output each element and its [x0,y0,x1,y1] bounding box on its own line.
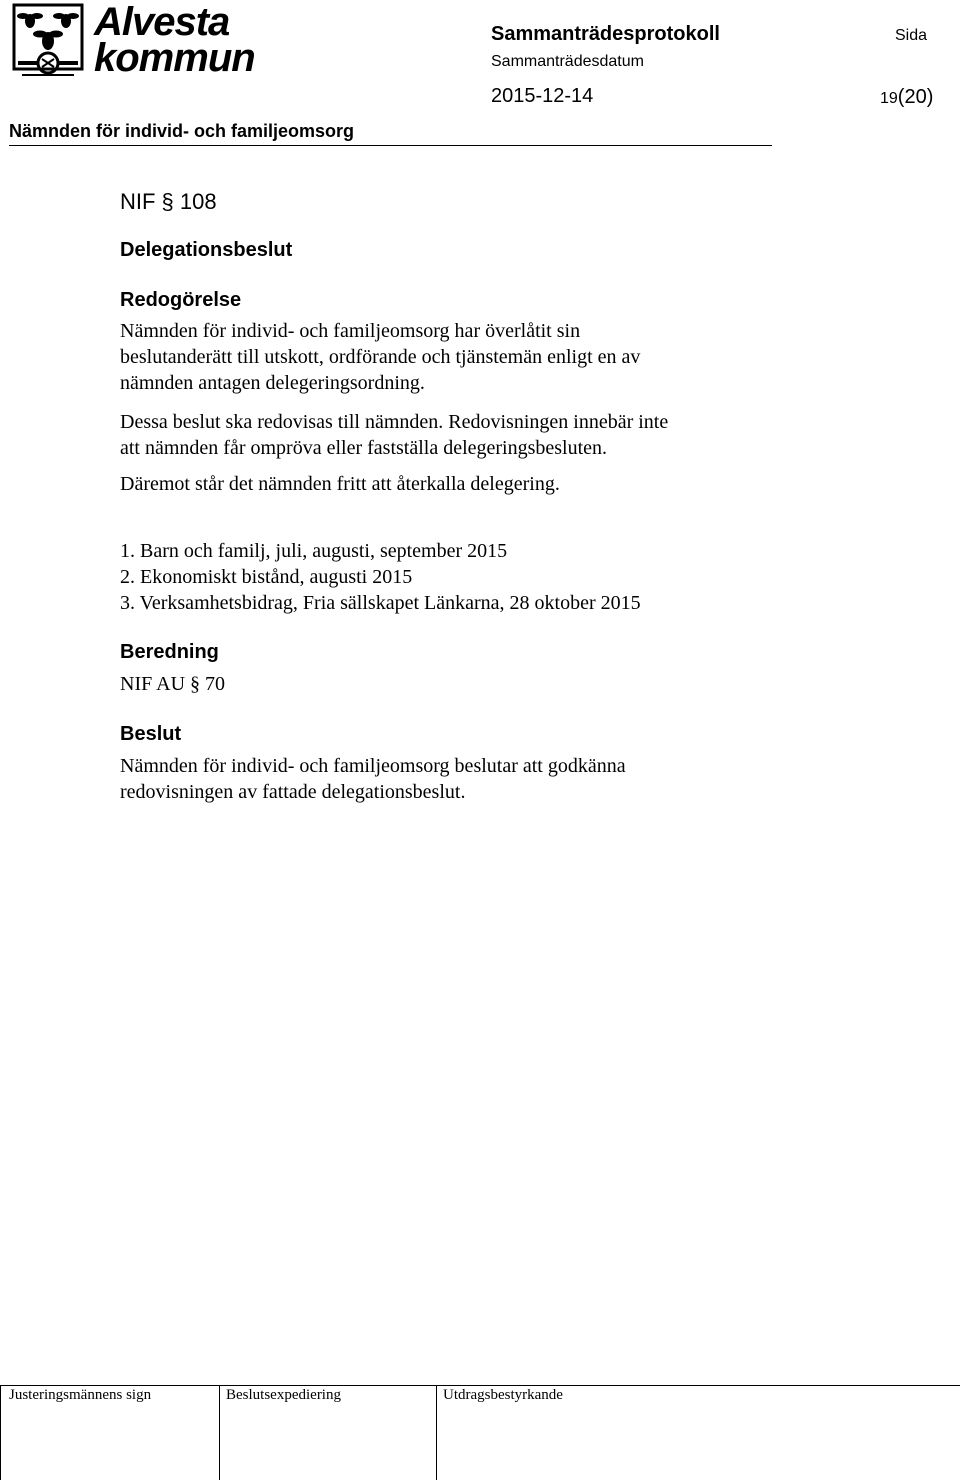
text-line: Nämnden för individ- och familjeomsorg har överlåtit sin [120,320,581,342]
delegation-list [120,538,840,616]
coat-of-arms-icon [12,3,84,85]
beredning-text: NIF AU § 70 [120,673,226,695]
page-label: Sida [895,27,928,44]
page-current: 19 [880,90,898,107]
list-item: 2. Ekonomiskt bistånd, augusti 2015 [120,566,413,588]
footer-dispatch-label: Beslutsexpediering [226,1387,341,1403]
page-number [880,87,933,109]
text-line: Däremot står det nämnden fritt att återkalla delegering. [120,473,560,495]
logo-text-line2: kommun [94,36,255,80]
page-total: (20) [897,86,934,108]
document-type: Sammanträdesprotokoll [491,23,720,45]
section-title: Delegationsbeslut [120,239,293,261]
text-line: beslutanderätt till utskott, ordförande och tjänstemän enligt en av [120,346,641,368]
redogorelse-heading: Redogörelse [120,289,242,311]
footer-certification-label: Utdragsbestyrkande [443,1387,563,1403]
text-line: att nämnden får ompröva eller fastställa delegeringsbesluten. [120,437,608,459]
beslut-heading: Beslut [120,723,182,745]
text-line: Nämnden för individ- och familjeomsorg beslutar att godkänna [120,755,626,777]
redogorelse-paragraph-2 [120,409,840,497]
header-divider [9,145,772,146]
list-item: 1. Barn och familj, juli, augusti, september 2015 [120,540,508,562]
footer-column-border [436,1385,437,1480]
list-item: 3. Verksamhetsbidrag, Fria sällskapet Länkarna, 28 oktober 2015 [120,592,641,614]
beslut-text [120,753,840,805]
text-line: nämnden antagen delegeringsordning. [120,372,425,394]
section-id: NIF § 108 [120,189,217,214]
beredning-heading: Beredning [120,641,219,663]
committee-name: Nämnden för individ- och familjeomsorg [9,121,355,141]
footer-signature-label: Justeringsmännens sign [9,1387,152,1403]
footer-column-border [0,1385,1,1480]
text-line: redovisningen av fattade delegationsbeslut. [120,781,466,803]
text-line: Dessa beslut ska redovisas till nämnden. Redovisningen innebär inte [120,411,669,433]
redogorelse-paragraph-1 [120,318,840,396]
meeting-date: 2015-12-14 [491,85,594,107]
footer-column-border [219,1385,220,1480]
logo-text-line1: Alvesta [94,0,230,44]
meeting-date-label: Sammanträdesdatum [491,53,644,70]
